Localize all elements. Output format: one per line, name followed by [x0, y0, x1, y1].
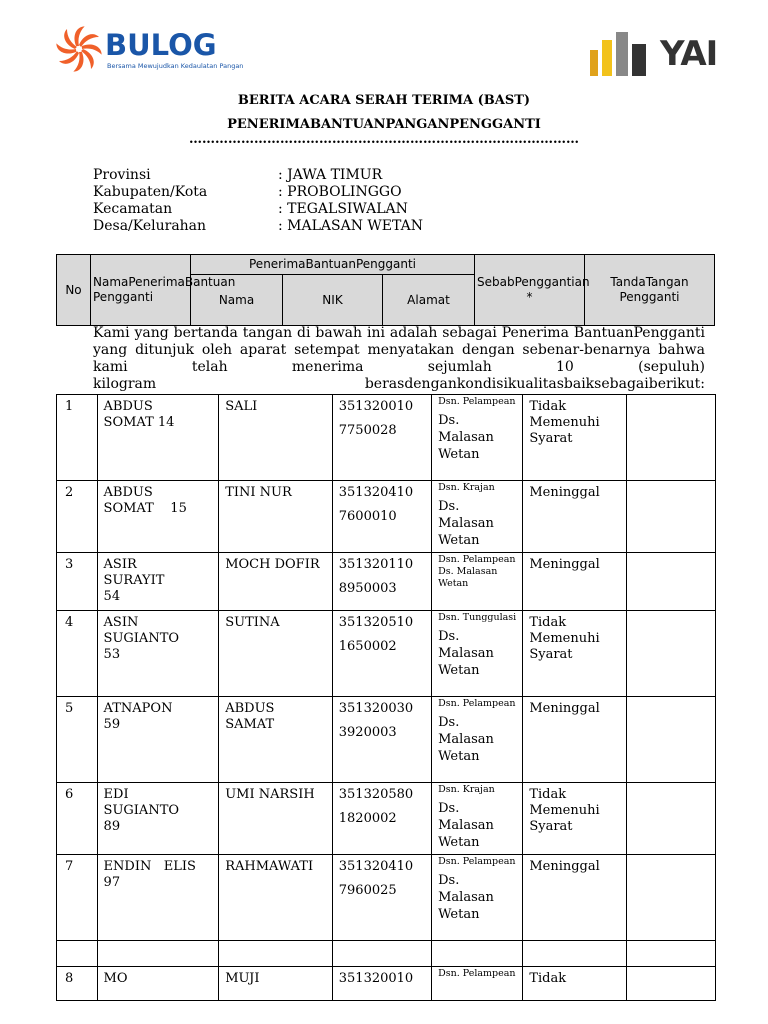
row-no: 5 — [57, 697, 98, 783]
row-signature — [626, 783, 715, 855]
yai-wordmark: YAI — [660, 34, 718, 74]
bulog-pinwheel-icon — [54, 24, 104, 74]
header-tanda-tangan: TandaTangan Pengganti — [585, 255, 715, 326]
row-nik: 351320110 8950003 — [332, 553, 431, 611]
header-nik: NIK — [283, 275, 383, 326]
info-row-kecamatan: Kecamatan : TEGALSIWALAN — [93, 201, 408, 217]
statement-body: Kami yang bertanda tangan di bawah ini adalah sebagai Penerima BantuanPengganti yang ditunjuk oleh aparat setempat menyatakan dengan sebenar-benarnya bahwa kami telah menerima sejumlah 10 (sepuluh) — [93, 325, 705, 375]
statement-last-line: kilogram berasdengankondisikualitasbaiksebagaiberikut: — [93, 376, 705, 392]
row-signature — [626, 553, 715, 611]
header-nama-penerima: NamaPenerimaBantuan Pengganti — [91, 255, 191, 326]
row-nama: ABDUS SAMAT — [219, 697, 333, 783]
row-signature — [626, 481, 715, 553]
bulog-tagline: Bersama Mewujudkan Kedaulatan Pangan — [107, 62, 244, 70]
row-no: 7 — [57, 855, 98, 941]
yai-logo — [588, 28, 718, 78]
bulog-wordmark: BULOG — [105, 28, 217, 62]
row-sebab: Meninggal — [523, 553, 626, 611]
header-sebab: SebabPenggantian * — [475, 255, 585, 326]
dotted-line: ……………………………………………………………………………… — [189, 132, 579, 147]
table-row — [57, 697, 716, 783]
row-sebab: Tidak Memenuhi Syarat — [523, 395, 626, 481]
row-nama: MUJI — [219, 967, 333, 1001]
header-alamat: Alamat — [383, 275, 475, 326]
row-sebab: Tidak Memenuhi Syarat — [523, 783, 626, 855]
row-penerima: ABDUS SOMAT 15 — [97, 481, 219, 553]
row-sebab: Tidak Memenuhi Syarat — [523, 611, 626, 697]
row-nik: 351320010 — [332, 967, 431, 1001]
row-no: 2 — [57, 481, 98, 553]
table-row-empty — [57, 941, 716, 967]
table-row — [57, 855, 716, 941]
row-signature — [626, 395, 715, 481]
row-alamat: Dsn. Krajan Ds. Malasan Wetan — [432, 481, 523, 553]
statement-paragraph — [93, 325, 705, 393]
row-nama: SALI — [219, 395, 333, 481]
row-penerima: EDI SUGIANTO 89 — [97, 783, 219, 855]
row-sebab: Meninggal — [523, 481, 626, 553]
table-row — [57, 783, 716, 855]
row-nama: UMI NARSIH — [219, 783, 333, 855]
row-no: 1 — [57, 395, 98, 481]
row-penerima: ENDIN ELIS 97 — [97, 855, 219, 941]
table-row — [57, 611, 716, 697]
row-alamat: Dsn. Pelampean Ds. Malasan Wetan — [432, 697, 523, 783]
row-nama: SUTINA — [219, 611, 333, 697]
row-signature — [626, 611, 715, 697]
table-row — [57, 395, 716, 481]
row-nama: TINI NUR — [219, 481, 333, 553]
row-penerima: ATNAPON 59 — [97, 697, 219, 783]
row-alamat: Dsn. Pelampean — [432, 967, 523, 1001]
row-no: 4 — [57, 611, 98, 697]
row-nama: RAHMAWATI — [219, 855, 333, 941]
info-row-desa: Desa/Kelurahan : MALASAN WETAN — [93, 218, 423, 234]
recipient-table — [56, 394, 716, 1001]
row-penerima: MO — [97, 967, 219, 1001]
row-penerima: ASIN SUGIANTO 53 — [97, 611, 219, 697]
row-nik: 351320580 1820002 — [332, 783, 431, 855]
yai-bars-icon — [588, 28, 658, 78]
table-row — [57, 553, 716, 611]
header-group: PenerimaBantuanPengganti — [191, 255, 475, 275]
row-no: 6 — [57, 783, 98, 855]
row-no: 3 — [57, 553, 98, 611]
row-signature — [626, 855, 715, 941]
header-nama: Nama — [191, 275, 283, 326]
row-sebab: Tidak — [523, 967, 626, 1001]
row-nik: 351320510 1650002 — [332, 611, 431, 697]
table-row — [57, 967, 716, 1001]
row-sebab: Meninggal — [523, 855, 626, 941]
row-signature — [626, 967, 715, 1001]
bulog-logo — [54, 24, 254, 74]
row-nik: 351320010 7750028 — [332, 395, 431, 481]
document-subtitle: PENERIMABANTUANPANGANPENGGANTI — [227, 117, 541, 132]
row-penerima: ASIR SURAYIT 54 — [97, 553, 219, 611]
row-signature — [626, 697, 715, 783]
document-title: BERITA ACARA SERAH TERIMA (BAST) — [237, 93, 531, 108]
table-row — [57, 481, 716, 553]
row-penerima: ABDUS SOMAT 14 — [97, 395, 219, 481]
row-sebab: Meninggal — [523, 697, 626, 783]
info-row-kabupaten: Kabupaten/Kota : PROBOLINGGO — [93, 184, 402, 200]
row-alamat: Dsn. Tunggulasi Ds. Malasan Wetan — [432, 611, 523, 697]
row-alamat: Dsn. Krajan Ds. Malasan Wetan — [432, 783, 523, 855]
row-nik: 351320030 3920003 — [332, 697, 431, 783]
info-row-provinsi: Provinsi : JAWA TIMUR — [93, 167, 383, 183]
row-alamat: Dsn. Pelampean Ds. Malasan Wetan — [432, 395, 523, 481]
header-table — [56, 254, 715, 326]
row-nama: MOCH DOFIR — [219, 553, 333, 611]
row-nik: 351320410 7960025 — [332, 855, 431, 941]
row-alamat: Dsn. Pelampean Ds. Malasan Wetan — [432, 855, 523, 941]
row-alamat: Dsn. Pelampean Ds. Malasan Wetan — [432, 553, 523, 611]
row-no: 8 — [57, 967, 98, 1001]
location-info — [93, 167, 423, 235]
header-no: No — [57, 255, 91, 326]
row-nik: 351320410 7600010 — [332, 481, 431, 553]
